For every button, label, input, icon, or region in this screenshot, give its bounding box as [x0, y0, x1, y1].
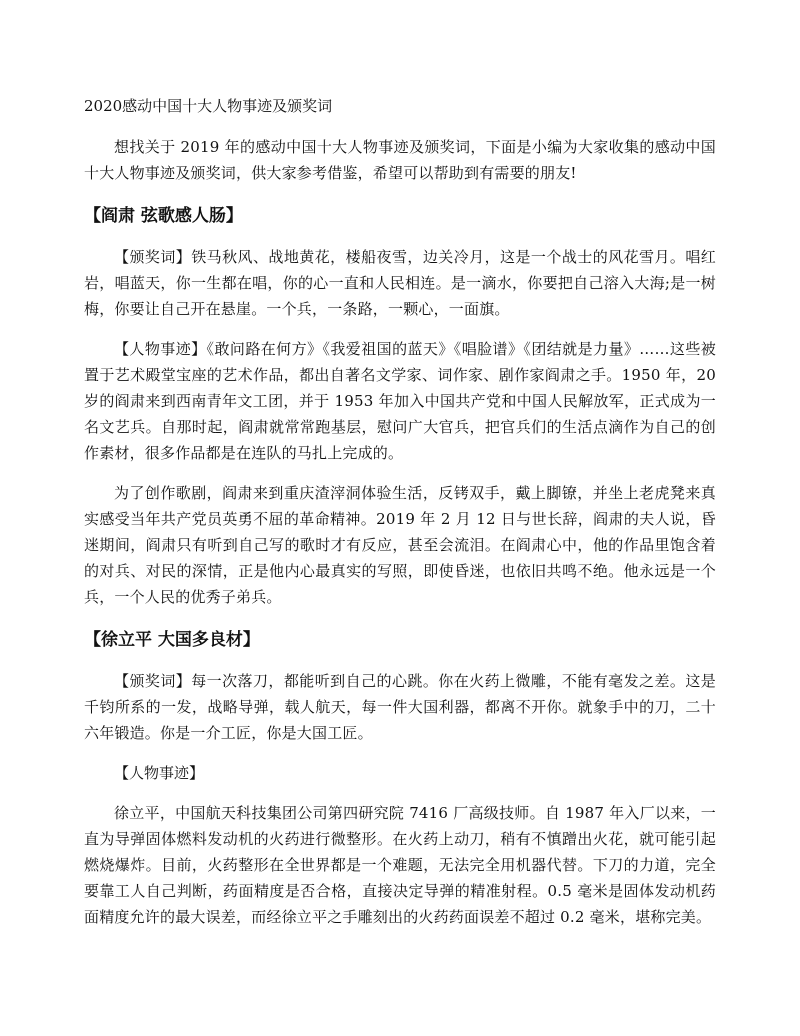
page-title: 2020感动中国十大人物事迹及颁奖词 [84, 97, 333, 115]
deeds-yansu-continued: 为了创作歌剧，阎肃来到重庆渣滓洞体验生活，反铐双手，戴上脚镣，并坐上老虎凳来真实感受当年共产党员英勇不屈的革命精神。2019 年 2 月 12 日与世长辞，阎肃的夫人说，昏迷期间，阎肃只有听到自己写的歌时才有反应，甚至会流泪。在阎肃心中，他的作品里饱含着的对兵、对民的深情，正是他内心最真实的写照，即使昏迷，也依旧共鸣不绝。他永远是一个兵，一个人民的优秀子弟兵。 [84, 484, 716, 606]
deeds-yansu: 【人物事迹】《敢问路在何方》《我爱祖国的蓝天》《唱脸谱》《团结就是力量》……这些被置于艺术殿堂宝座的艺术作品，都出自著名文学家、词作家、剧作家阎肃之手。1950 年，20 岁的阎肃来到西南青年文工团，并于 1953 年加入中国共产党和中国人民解放军，正式成为一名文艺兵。自那时起，阎肃就常常跑基层，慰问广大官兵，把官兵们的生活点滴作为自己的创作素材，很多作品都是在连队的马扎上完成的。 [84, 340, 716, 462]
intro-paragraph: 想找关于 2019 年的感动中国十大人物事迹及颁奖词，下面是小编为大家收集的感动中国十大人物事迹及颁奖词，供大家参考借鉴，希望可以帮助到有需要的朋友! [84, 138, 716, 182]
award-speech-yansu: 【颁奖词】铁马秋风、战地黄花，楼船夜雪，边关冷月，这是一个战士的风花雪月。唱红岩，唱蓝天，你一生都在唱，你的心一直和人民相连。是一滴水，你要把自己溶入大海;是一树梅，你要让自己开在悬崖。一个兵，一条路，一颗心，一面旗。 [84, 248, 716, 318]
section-heading-xuliping: 【徐立平 大国多良材】 [84, 630, 260, 650]
section-heading-yansu: 【阎肃 弦歌感人肠】 [84, 206, 243, 226]
award-speech-xuliping: 【颁奖词】每一次落刀，都能听到自己的心跳。你在火药上微雕，不能有毫发之差。这是千钧所系的一发，战略导弹，载人航天，每一件大国利器，都离不开你。就象手中的刀，二十六年锻造。你是一介工匠，你是大国工匠。 [84, 672, 716, 742]
deeds-xuliping: 徐立平，中国航天科技集团公司第四研究院 7416 厂高级技师。自 1987 年入厂以来，一直为导弹固体燃料发动机的火药进行微整形。在火药上动刀，稍有不慎蹭出火花，就可能引起燃烧爆炸。目前，火药整形在全世界都是一个难题，无法完全用机器代替。下刀的力道，完全要靠工人自己判断，药面精度是否合格，直接决定导弹的精准射程。0.5 毫米是固体发动机药面精度允许的最大误差，而经徐立平之手雕刻出的火药药面误差不超过 0.2 毫米，堪称完美。 [84, 804, 716, 926]
deeds-subheading-xuliping: 【人物事迹】 [114, 764, 205, 782]
